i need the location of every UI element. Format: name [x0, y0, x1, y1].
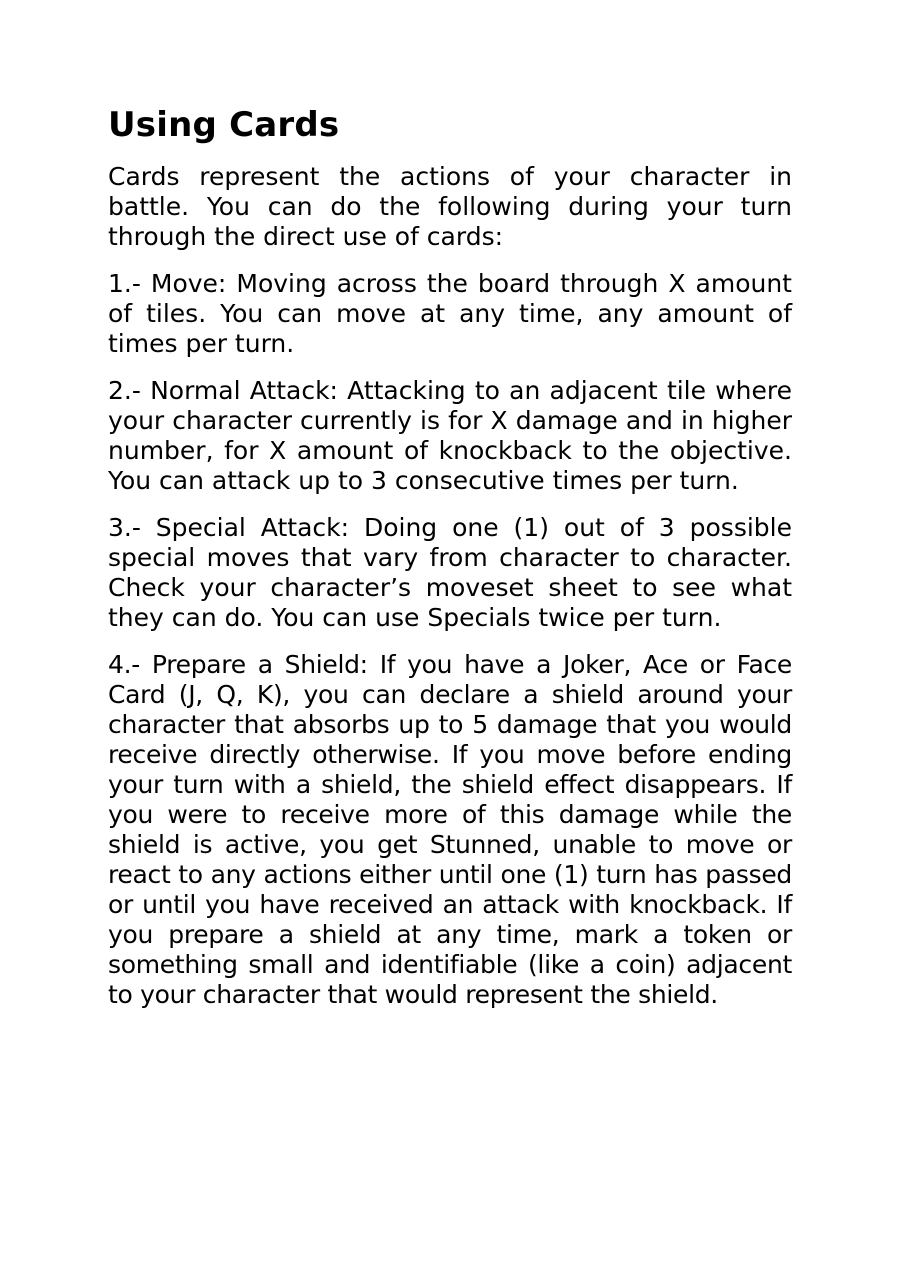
intro-paragraph: Cards represent the actions of your character in battle. You can do the following during your turn through the direct use of cards:: [108, 162, 792, 251]
rule-special-attack: 3.- Special Attack: Doing one (1) out of 3 possible special moves that vary from character to character. Check your character’s moveset sheet to see what they can do. You can use Specials twice per turn.: [108, 513, 792, 632]
rule-move: 1.- Move: Moving across the board through X amount of tiles. You can move at any time, any amount of times per turn.: [108, 269, 792, 358]
document-page: [108, 102, 792, 1027]
rule-normal-attack: 2.- Normal Attack: Attacking to an adjacent tile where your character currently is for X damage and in higher number, for X amount of knockback to the objective. You can attack up to 3 consecutive times per turn.: [108, 376, 792, 495]
rule-prepare-shield: 4.- Prepare a Shield: If you have a Joker, Ace or Face Card (J, Q, K), you can declare a shield around your character that absorbs up to 5 damage that you would receive directly otherwise. If you move before ending your turn with a shield, the shield effect disappears. If you were to receive more of this damage while the shield is active, you get Stunned, unable to move or react to any actions either until one (1) turn has passed or until you have received an attack with knockback. If you prepare a shield at any time, mark a token or something small and identifiable (like a coin) adjacent to your character that would represent the shield.: [108, 650, 792, 1009]
page-title: Using Cards: [108, 105, 340, 145]
